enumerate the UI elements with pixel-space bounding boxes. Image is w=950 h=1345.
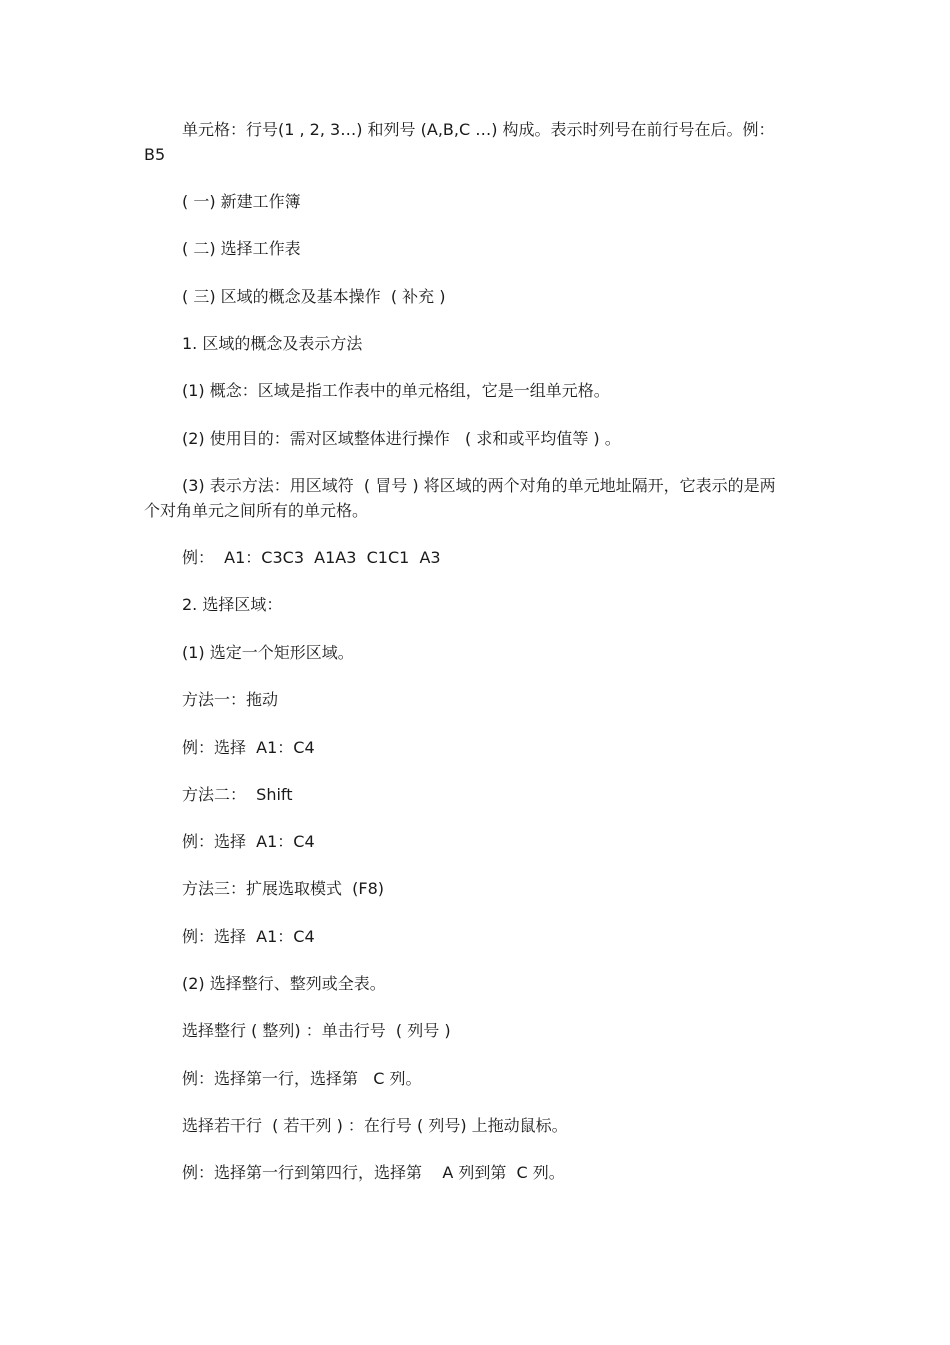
paragraph-notation: (3) 表示方法：用区域符 ( 冒号 ) 将区域的两个对角的单元地址隔开，它表示的是两个对角单元之间所有的单元格。 — [144, 476, 776, 520]
heading-new-workbook: ( 一) 新建工作簿 — [182, 192, 301, 211]
heading-select-worksheet: ( 二) 选择工作表 — [182, 239, 301, 258]
paragraph-select-whole: (2) 选择整行、整列或全表。 — [182, 974, 386, 993]
paragraph-method-two-example: 例：选择 A1：C4 — [182, 832, 315, 851]
paragraph-method-one: 方法一：拖动 — [182, 690, 279, 709]
paragraph-purpose: (2) 使用目的：需对区域整体进行操作 ( 求和或平均值等 ) 。 — [182, 429, 621, 448]
paragraph-concept: (1) 概念：区域是指工作表中的单元格组，它是一组单元格。 — [182, 381, 610, 400]
paragraph-cell-definition: 单元格：行号(1 , 2, 3…) 和列号 (A,B,C …) 构成。表示时列号在前行号在后。例：B5 — [144, 120, 775, 164]
paragraph-notation-example: 例： A1：C3C3 A1A3 C1C1 A3 — [182, 548, 441, 567]
paragraph-method-one-example: 例：选择 A1：C4 — [182, 738, 315, 757]
paragraph-select-row: 选择整行 ( 整列) ：单击行号 ( 列号 ) — [182, 1021, 451, 1040]
paragraph-select-rectangle: (1) 选定一个矩形区域。 — [182, 643, 354, 662]
subheading-region-concept-notation: 1. 区域的概念及表示方法 — [182, 334, 363, 353]
paragraph-select-multiple-rows: 选择若干行 ( 若干列 ) ：在行号 ( 列号) 上拖动鼠标。 — [182, 1116, 568, 1135]
paragraph-select-multiple-rows-example: 例：选择第一行到第四行，选择第 A 列到第 C 列。 — [182, 1163, 565, 1182]
paragraph-method-three-example: 例：选择 A1：C4 — [182, 927, 315, 946]
paragraph-method-three: 方法三：扩展选取模式 (F8) — [182, 879, 385, 898]
paragraph-method-two: 方法二： Shift — [182, 785, 293, 804]
paragraph-select-row-example: 例：选择第一行，选择第 C 列。 — [182, 1069, 422, 1088]
subheading-select-region: 2. 选择区域： — [182, 595, 283, 614]
heading-region-concept: ( 三) 区域的概念及基本操作 ( 补充 ) — [182, 287, 446, 306]
